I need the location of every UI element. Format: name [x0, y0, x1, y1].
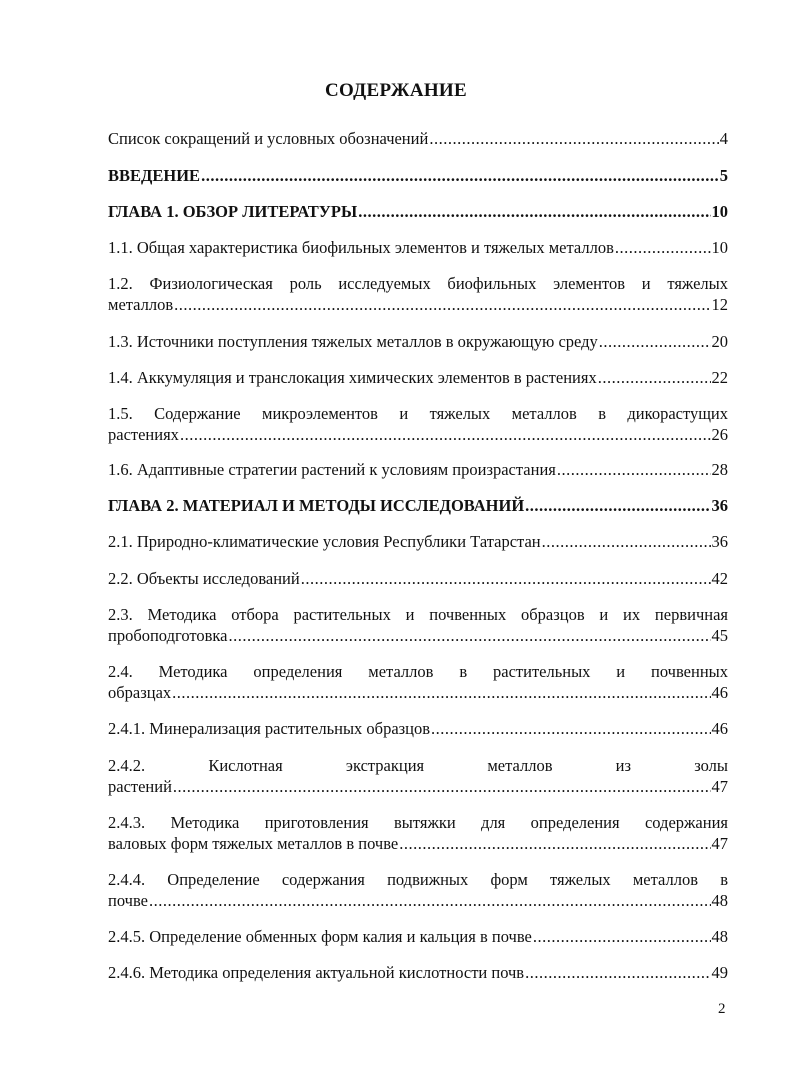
dot-leader [173, 776, 711, 797]
toc-entry-title: ГЛАВА 1. ОБЗОР ЛИТЕРАТУРЫ [108, 202, 358, 221]
toc-entry-title-line1: 1.2. Физиологическая роль исследуемых биофильных элементов и тяжелых [108, 274, 728, 293]
dot-leader [229, 625, 711, 646]
toc-entry-title-line1: 2.3. Методика отбора растительных и почвенных образцов и их первичная [108, 605, 728, 624]
toc-entry-title: пробоподготовка [108, 626, 228, 645]
toc-entry-title: металлов [108, 295, 174, 314]
toc-entry-2-2[interactable] [108, 568, 728, 589]
toc-entry-page: 26 [711, 425, 728, 444]
dot-leader [180, 424, 711, 445]
toc-entry-page: 36 [711, 532, 728, 551]
toc-entry-title: 1.4. Аккумуляция и транслокация химических элементов в растениях [108, 368, 597, 387]
toc-entry-page: 10 [711, 238, 728, 257]
toc-entry-title: 2.4.6. Методика определения актуальной кислотности почв [108, 963, 525, 982]
toc-entry-title: 2.1. Природно-климатические условия Республики Татарстан [108, 532, 541, 551]
toc-entry-page: 36 [711, 496, 728, 515]
toc-entry-chapter-2[interactable] [108, 495, 728, 516]
toc-entry-page: 47 [711, 834, 728, 853]
toc-entry-page: 10 [711, 202, 728, 221]
toc-entry-page: 22 [711, 368, 728, 387]
dot-leader [149, 890, 711, 911]
toc-entry-1-5[interactable] [108, 403, 728, 445]
dot-leader [615, 237, 711, 258]
dot-leader [174, 294, 710, 315]
toc-entry-title: ГЛАВА 2. МАТЕРИАЛ И МЕТОДЫ ИССЛЕДОВАНИЙ [108, 496, 525, 515]
toc-entry-2-3[interactable] [108, 604, 728, 646]
toc-entry-page: 48 [711, 927, 728, 946]
toc-entry-2-4-5[interactable] [108, 926, 728, 947]
toc-entry-title-line1: 1.5. Содержание микроэлементов и тяжелых металлов в дикорастущих [108, 404, 728, 423]
toc-entry-1-3[interactable] [108, 331, 728, 352]
dot-leader [542, 531, 711, 552]
dot-leader [599, 331, 711, 352]
toc-entry-2-4[interactable] [108, 661, 728, 703]
toc-entry-title: растениях [108, 425, 179, 444]
toc-entry-title: образцах [108, 683, 172, 702]
dot-leader [431, 718, 710, 739]
dot-leader [358, 201, 710, 222]
dot-leader [533, 926, 711, 947]
toc-entry-page: 5 [719, 166, 728, 185]
toc-entry-introduction[interactable] [108, 165, 728, 186]
toc-entry-title: 1.1. Общая характеристика биофильных элементов и тяжелых металлов [108, 238, 614, 257]
toc-entry-page: 20 [711, 332, 728, 351]
toc-entry-page: 12 [711, 295, 728, 314]
toc-entry-title: 2.4.1. Минерализация растительных образцов [108, 719, 431, 738]
toc-entry-title: почве [108, 891, 148, 910]
toc-entry-1-6[interactable] [108, 459, 728, 480]
toc-entry-chapter-1[interactable] [108, 201, 728, 222]
toc-entry-abbreviations[interactable] [108, 128, 728, 149]
page-title: СОДЕРЖАНИЕ [325, 80, 467, 101]
toc-entry-title: 2.4.5. Определение обменных форм калия и кальция в почве [108, 927, 532, 946]
dot-leader [525, 962, 710, 983]
toc-entry-page: 28 [711, 460, 728, 479]
toc-entry-title: Список сокращений и условных обозначений [108, 129, 429, 148]
toc-entry-title: ВВЕДЕНИЕ [108, 166, 201, 185]
dot-leader [172, 682, 710, 703]
toc-entry-title-line1: 2.4.3. Методика приготовления вытяжки для определения содержания [108, 813, 728, 832]
toc-entry-title: валовых форм тяжелых металлов в почве [108, 834, 399, 853]
dot-leader [525, 495, 710, 516]
toc-entry-page: 42 [711, 569, 728, 588]
toc-entry-page: 45 [711, 626, 728, 645]
toc-entry-title: растений [108, 777, 172, 796]
dot-leader [301, 568, 711, 589]
dot-leader [557, 459, 711, 480]
toc-entry-2-4-1[interactable] [108, 718, 728, 739]
toc-entry-page: 49 [711, 963, 728, 982]
toc-entry-title-line1: 2.4.4. Определение содержания подвижных форм тяжелых металлов в [108, 870, 728, 889]
toc-entry-title-line1: 2.4. Методика определения металлов в растительных и почвенных [108, 662, 728, 681]
toc-entry-2-4-3[interactable] [108, 812, 728, 854]
dot-leader [429, 128, 718, 149]
toc-entry-2-4-4[interactable] [108, 869, 728, 911]
toc-entry-page: 46 [711, 719, 728, 738]
dot-leader [399, 833, 710, 854]
toc-entry-title-line1: 2.4.2. Кислотная экстракция металлов из золы [108, 756, 728, 775]
toc-entry-page: 46 [711, 683, 728, 702]
toc-entry-2-1[interactable] [108, 531, 728, 552]
toc-entry-1-2[interactable] [108, 273, 728, 315]
dot-leader [598, 367, 711, 388]
toc-entry-page: 48 [711, 891, 728, 910]
toc-entry-1-1[interactable] [108, 237, 728, 258]
toc-entry-2-4-2[interactable] [108, 755, 728, 797]
toc-entry-page: 47 [711, 777, 728, 796]
toc-entry-title: 2.2. Объекты исследований [108, 569, 300, 588]
page-number: 2 [718, 1001, 726, 1017]
toc-entry-1-4[interactable] [108, 367, 728, 388]
toc-entry-2-4-6[interactable] [108, 962, 728, 983]
toc-entry-page: 4 [719, 129, 728, 148]
dot-leader [201, 165, 719, 186]
toc-entry-title: 1.6. Адаптивные стратегии растений к условиям произрастания [108, 460, 556, 479]
toc-entry-title: 1.3. Источники поступления тяжелых металлов в окружающую среду [108, 332, 598, 351]
